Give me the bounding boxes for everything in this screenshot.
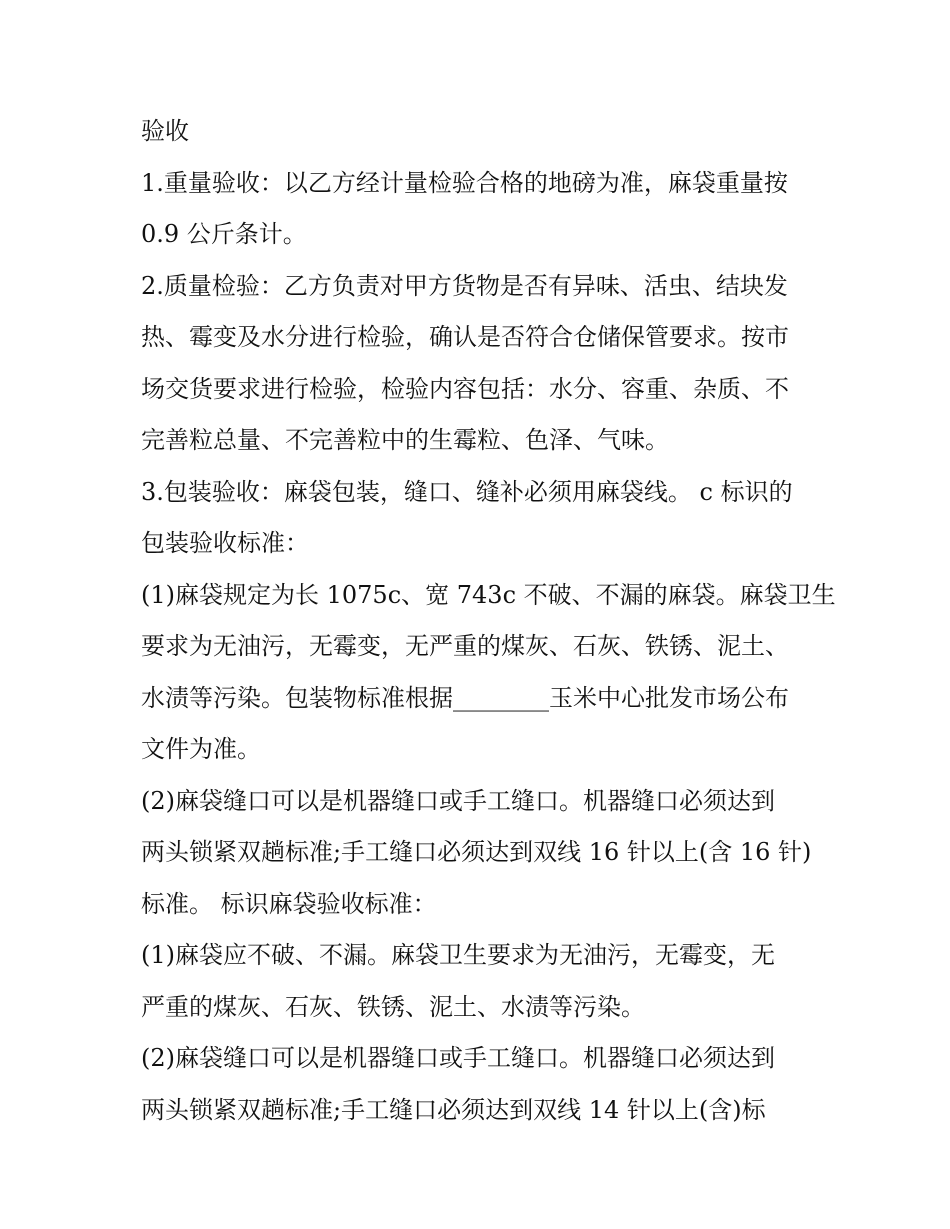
text-line: (1)麻袋规定为长 1075c、宽 743c 不破、不漏的麻袋。麻袋卫生: [141, 580, 836, 609]
text-line: 要求为无油污，无霉变，无严重的煤灰、石灰、铁锈、泥土、: [141, 632, 789, 660]
text-line: 标准。 标识麻袋验收标准：: [141, 889, 437, 918]
text-line: 3.包装验收：麻袋包装，缝口、缝补必须用麻袋线。 c 标识的: [141, 477, 793, 506]
text-line: 0.9 公斤条计。: [141, 220, 307, 248]
text-line: 严重的煤灰、石灰、铁锈、泥土、水渍等污染。: [141, 992, 645, 1021]
text-line: 两头锁紧双趟标准;手工缝口必须达到双线 14 针以上(含)标: [141, 1095, 766, 1124]
document-body: [141, 106, 836, 1136]
text-line: 热、霉变及水分进行检验，确认是否符合仓储保管要求。按市: [141, 323, 789, 351]
text-line: 两头锁紧双趟标准;手工缝口必须达到双线 16 针以上(含 16 针): [141, 838, 812, 866]
text-line: (2)麻袋缝口可以是机器缝口或手工缝口。机器缝口必须达到: [141, 786, 775, 815]
text-line: 2.质量检验：乙方负责对甲方货物是否有异味、活虫、结块发: [141, 271, 788, 300]
text-line: 场交货要求进行检验，检验内容包括：水分、容重、杂质、不: [141, 374, 789, 403]
text-line: 水渍等污染。包装物标准根据________玉米中心批发市场公布: [141, 683, 789, 712]
text-line: (2)麻袋缝口可以是机器缝口或手工缝口。机器缝口必须达到: [141, 1044, 775, 1072]
text-line: 完善粒总量、不完善粒中的生霉粒、色泽、气味。: [141, 426, 669, 454]
section-heading-acceptance: 验收: [141, 117, 189, 145]
text-line: 文件为准。: [141, 735, 261, 763]
text-line: 包装验收标准：: [141, 529, 309, 557]
text-line: (1)麻袋应不破、不漏。麻袋卫生要求为无油污，无霉变，无: [141, 941, 775, 969]
text-line: 1.重量验收：以乙方经计量检验合格的地磅为准，麻袋重量按: [141, 168, 788, 197]
